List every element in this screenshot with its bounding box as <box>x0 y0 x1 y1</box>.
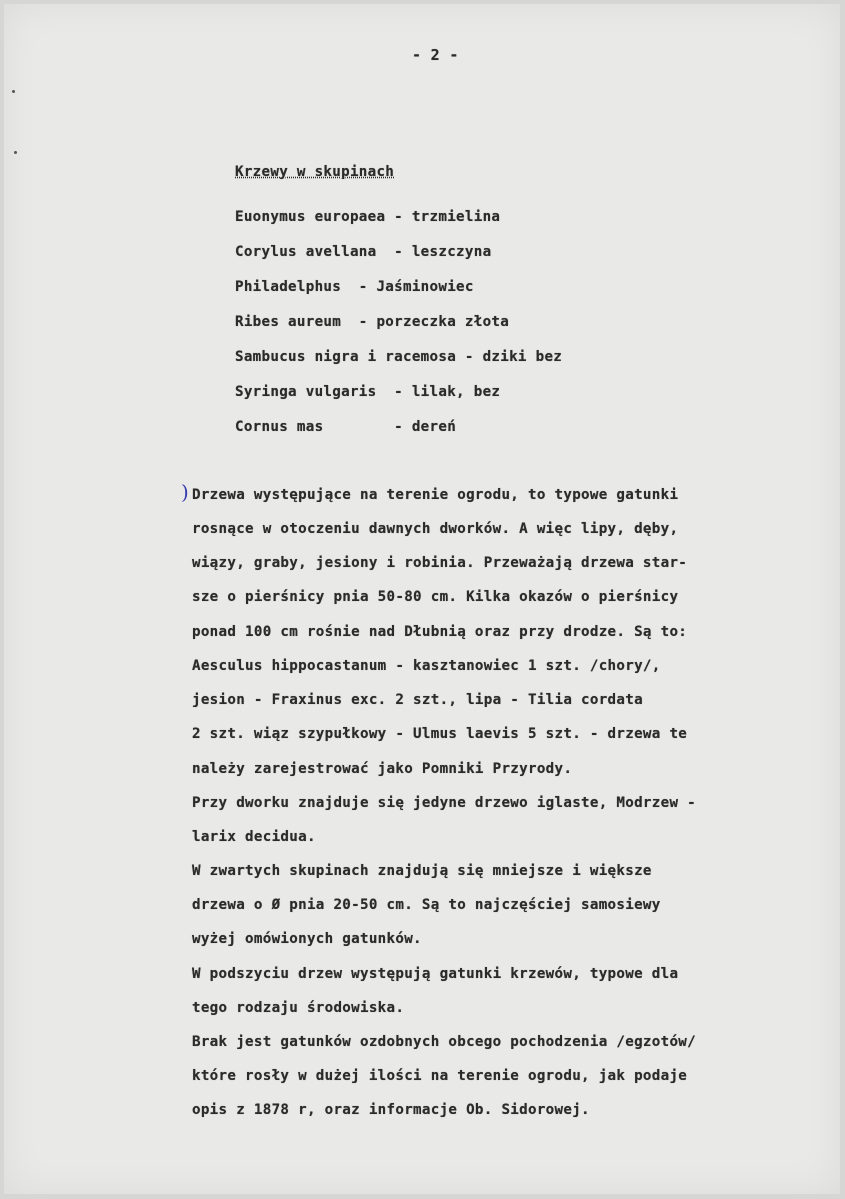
paragraph-line: ponad 100 cm rośnie nad Dłubnią oraz przy drodze. Są to: <box>192 624 688 640</box>
paragraph-line: Drzewa występujące na terenie ogrodu, to typowe gatunki <box>192 487 679 503</box>
section-heading: Krzewy w skupinach <box>235 164 395 180</box>
paragraph-line: należy zarejestrować jako Pomniki Przyrody. <box>192 761 573 777</box>
paragraph-line: jesion - Fraxinus exc. 2 szt., lipa - Tilia cordata <box>192 692 643 708</box>
paragraph-line: Aesculus hippocastanum - kasztanowiec 1 szt. /chory/, <box>192 658 661 674</box>
shrub-line: Syringa vulgaris - lilak, bez <box>235 384 501 400</box>
shrub-line: Philadelphus - Jaśminowiec <box>235 279 474 295</box>
paragraph-line: wyżej omówionych gatunków. <box>192 931 422 947</box>
paragraph-line: tego rodzaju środowiska. <box>192 1000 405 1016</box>
shrub-line: Sambucus nigra i racemosa - dziki bez <box>235 349 563 365</box>
paragraph-line: drzewa o Ø pnia 20-50 cm. Są to najczęściej samosiewy <box>192 897 661 913</box>
document-page <box>4 4 840 1194</box>
paragraph-line: W zwartych skupinach znajdują się mniejsze i większe <box>192 863 652 879</box>
paragraph-line: Brak jest gatunków ozdobnych obcego pochodzenia /egzotów/ <box>192 1034 696 1050</box>
margin-dot <box>12 90 15 93</box>
paragraph-line: Przy dworku znajduje się jedyne drzewo iglaste, Modrzew - <box>192 795 696 811</box>
shrub-line: Euonymus europaea - trzmielina <box>235 209 501 225</box>
paragraph-line: 2 szt. wiąz szypułkowy - Ulmus laevis 5 szt. - drzewa te <box>192 726 688 742</box>
paragraph-line: W podszyciu drzew występują gatunki krzewów, typowe dla <box>192 966 679 982</box>
ink-correction-mark: ) <box>181 480 189 504</box>
shrub-line: Corylus avellana - leszczyna <box>235 244 492 260</box>
shrub-line: Ribes aureum - porzeczka złota <box>235 314 510 330</box>
paragraph-line: wiązy, graby, jesiony i robinia. Przeważają drzewa star- <box>192 555 688 571</box>
shrub-line: Cornus mas - dereń <box>235 419 457 435</box>
paragraph-line: rosnące w otoczeniu dawnych dworków. A więc lipy, dęby, <box>192 521 679 537</box>
paragraph-line: larix decidua. <box>192 829 316 845</box>
page-number: - 2 - <box>412 46 459 64</box>
paragraph-line: sze o pierśnicy pnia 50-80 cm. Kilka okazów o pierśnicy <box>192 589 679 605</box>
margin-dot <box>14 151 17 154</box>
paragraph-line: opis z 1878 r, oraz informacje Ob. Sidorowej. <box>192 1102 590 1118</box>
paragraph-line: które rosły w dużej ilości na terenie ogrodu, jak podaje <box>192 1068 688 1084</box>
